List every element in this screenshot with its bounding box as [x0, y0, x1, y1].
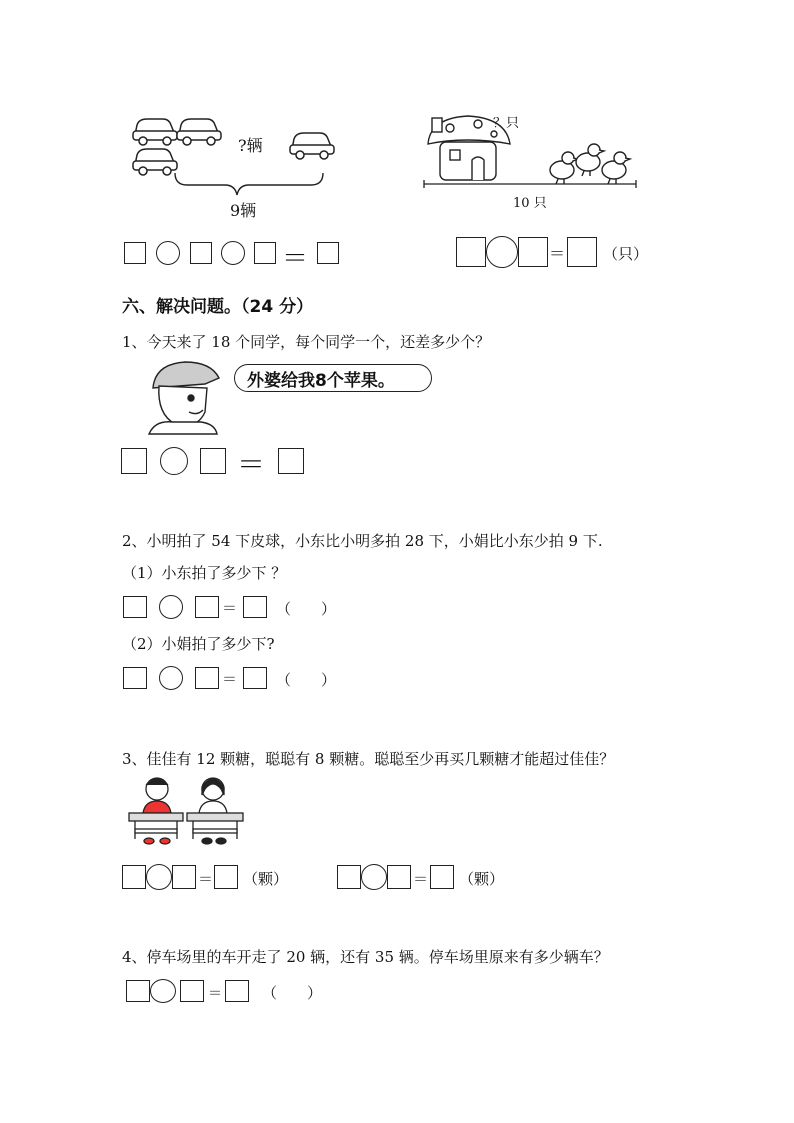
equals-sign: ＝	[222, 599, 238, 617]
duck-icon	[576, 144, 604, 176]
question-4-text: 4、停车场里的车开走了 20 辆，还有 35 辆。停车场里原来有多少辆车？	[122, 948, 609, 966]
car-icon	[290, 133, 334, 159]
answer-box[interactable]	[243, 596, 267, 618]
operator-circle[interactable]	[361, 864, 387, 890]
unit-label: （颗）	[459, 870, 505, 888]
question-2-sub2: （2）小娟拍了多少下?	[122, 635, 275, 653]
answer-box[interactable]	[337, 865, 361, 889]
ducks-question-label: ？只	[493, 116, 520, 131]
speech-text: 外婆给我8个苹果。	[247, 371, 395, 391]
equals-sign: ＝	[237, 448, 266, 481]
ducks-total-label: 10 只	[513, 196, 547, 211]
answer-box[interactable]	[123, 596, 147, 618]
children-desk-illustration	[127, 773, 245, 845]
car-icon	[133, 149, 177, 175]
answer-box[interactable]	[518, 237, 548, 267]
operator-circle[interactable]	[146, 864, 172, 890]
answer-box[interactable]	[430, 865, 454, 889]
question-3-text: 3、佳佳有 12 颗糖，聪聪有 8 颗糖。聪聪至少再买几颗糖才能超过佳佳？	[122, 750, 615, 768]
operator-circle[interactable]	[159, 666, 183, 690]
equals-sign: ＝	[208, 986, 222, 1002]
operator-circle[interactable]	[150, 979, 176, 1003]
car-icon	[133, 119, 177, 145]
answer-box[interactable]	[195, 667, 219, 689]
answer-box[interactable]	[214, 865, 238, 889]
unit-label: （颗）	[243, 870, 289, 888]
boy-illustration	[145, 358, 230, 436]
question-1-text: 1、今天来了 18 个同学，每个同学一个，还差多少个？	[122, 333, 491, 351]
operator-circle[interactable]	[159, 595, 183, 619]
answer-box[interactable]	[456, 237, 486, 267]
answer-box[interactable]	[123, 667, 147, 689]
answer-box[interactable]	[254, 242, 276, 264]
mushroom-ducks-illustration	[420, 110, 640, 205]
car-icon	[177, 119, 221, 145]
operator-circle[interactable]	[156, 241, 180, 265]
equals-sign: ＝	[549, 244, 566, 263]
answer-box[interactable]	[180, 980, 204, 1002]
answer-paren[interactable]: （ ）	[276, 671, 337, 689]
section-heading: 六、解决问题。（24 分）	[122, 297, 314, 317]
equals-sign: ＝	[413, 870, 429, 888]
duck-icon	[602, 152, 630, 184]
answer-box[interactable]	[172, 865, 196, 889]
operator-circle[interactable]	[486, 236, 518, 268]
equals-sign: ＝	[222, 670, 238, 688]
answer-box[interactable]	[121, 448, 147, 474]
cars-question-label: ?辆	[238, 136, 263, 155]
question-2-text: 2、小明拍了 54 下皮球，小东比小明多拍 28 下，小娟比小东少拍 9 下.	[122, 532, 603, 550]
answer-paren[interactable]: （ ）	[276, 600, 337, 618]
answer-box[interactable]	[122, 865, 146, 889]
answer-paren[interactable]: （ ）	[262, 984, 323, 1002]
brace	[175, 173, 323, 195]
answer-box[interactable]	[126, 980, 150, 1002]
answer-box[interactable]	[124, 242, 146, 264]
answer-box[interactable]	[200, 448, 226, 474]
answer-box[interactable]	[387, 865, 411, 889]
question-2-sub1: （1）小东拍了多少下 ？	[122, 564, 287, 582]
answer-box[interactable]	[195, 596, 219, 618]
answer-box[interactable]	[225, 980, 249, 1002]
cars-total-label: 9辆	[230, 201, 257, 220]
unit-label: （只）	[603, 245, 649, 263]
answer-box[interactable]	[278, 448, 304, 474]
answer-box[interactable]	[317, 242, 339, 264]
equals-sign: ＝	[198, 870, 214, 888]
operator-circle[interactable]	[221, 241, 245, 265]
answer-box[interactable]	[567, 237, 597, 267]
equals-sign: ＝	[282, 244, 309, 274]
operator-circle[interactable]	[160, 447, 188, 475]
answer-box[interactable]	[243, 667, 267, 689]
answer-box[interactable]	[190, 242, 212, 264]
duck-icon	[550, 152, 578, 184]
